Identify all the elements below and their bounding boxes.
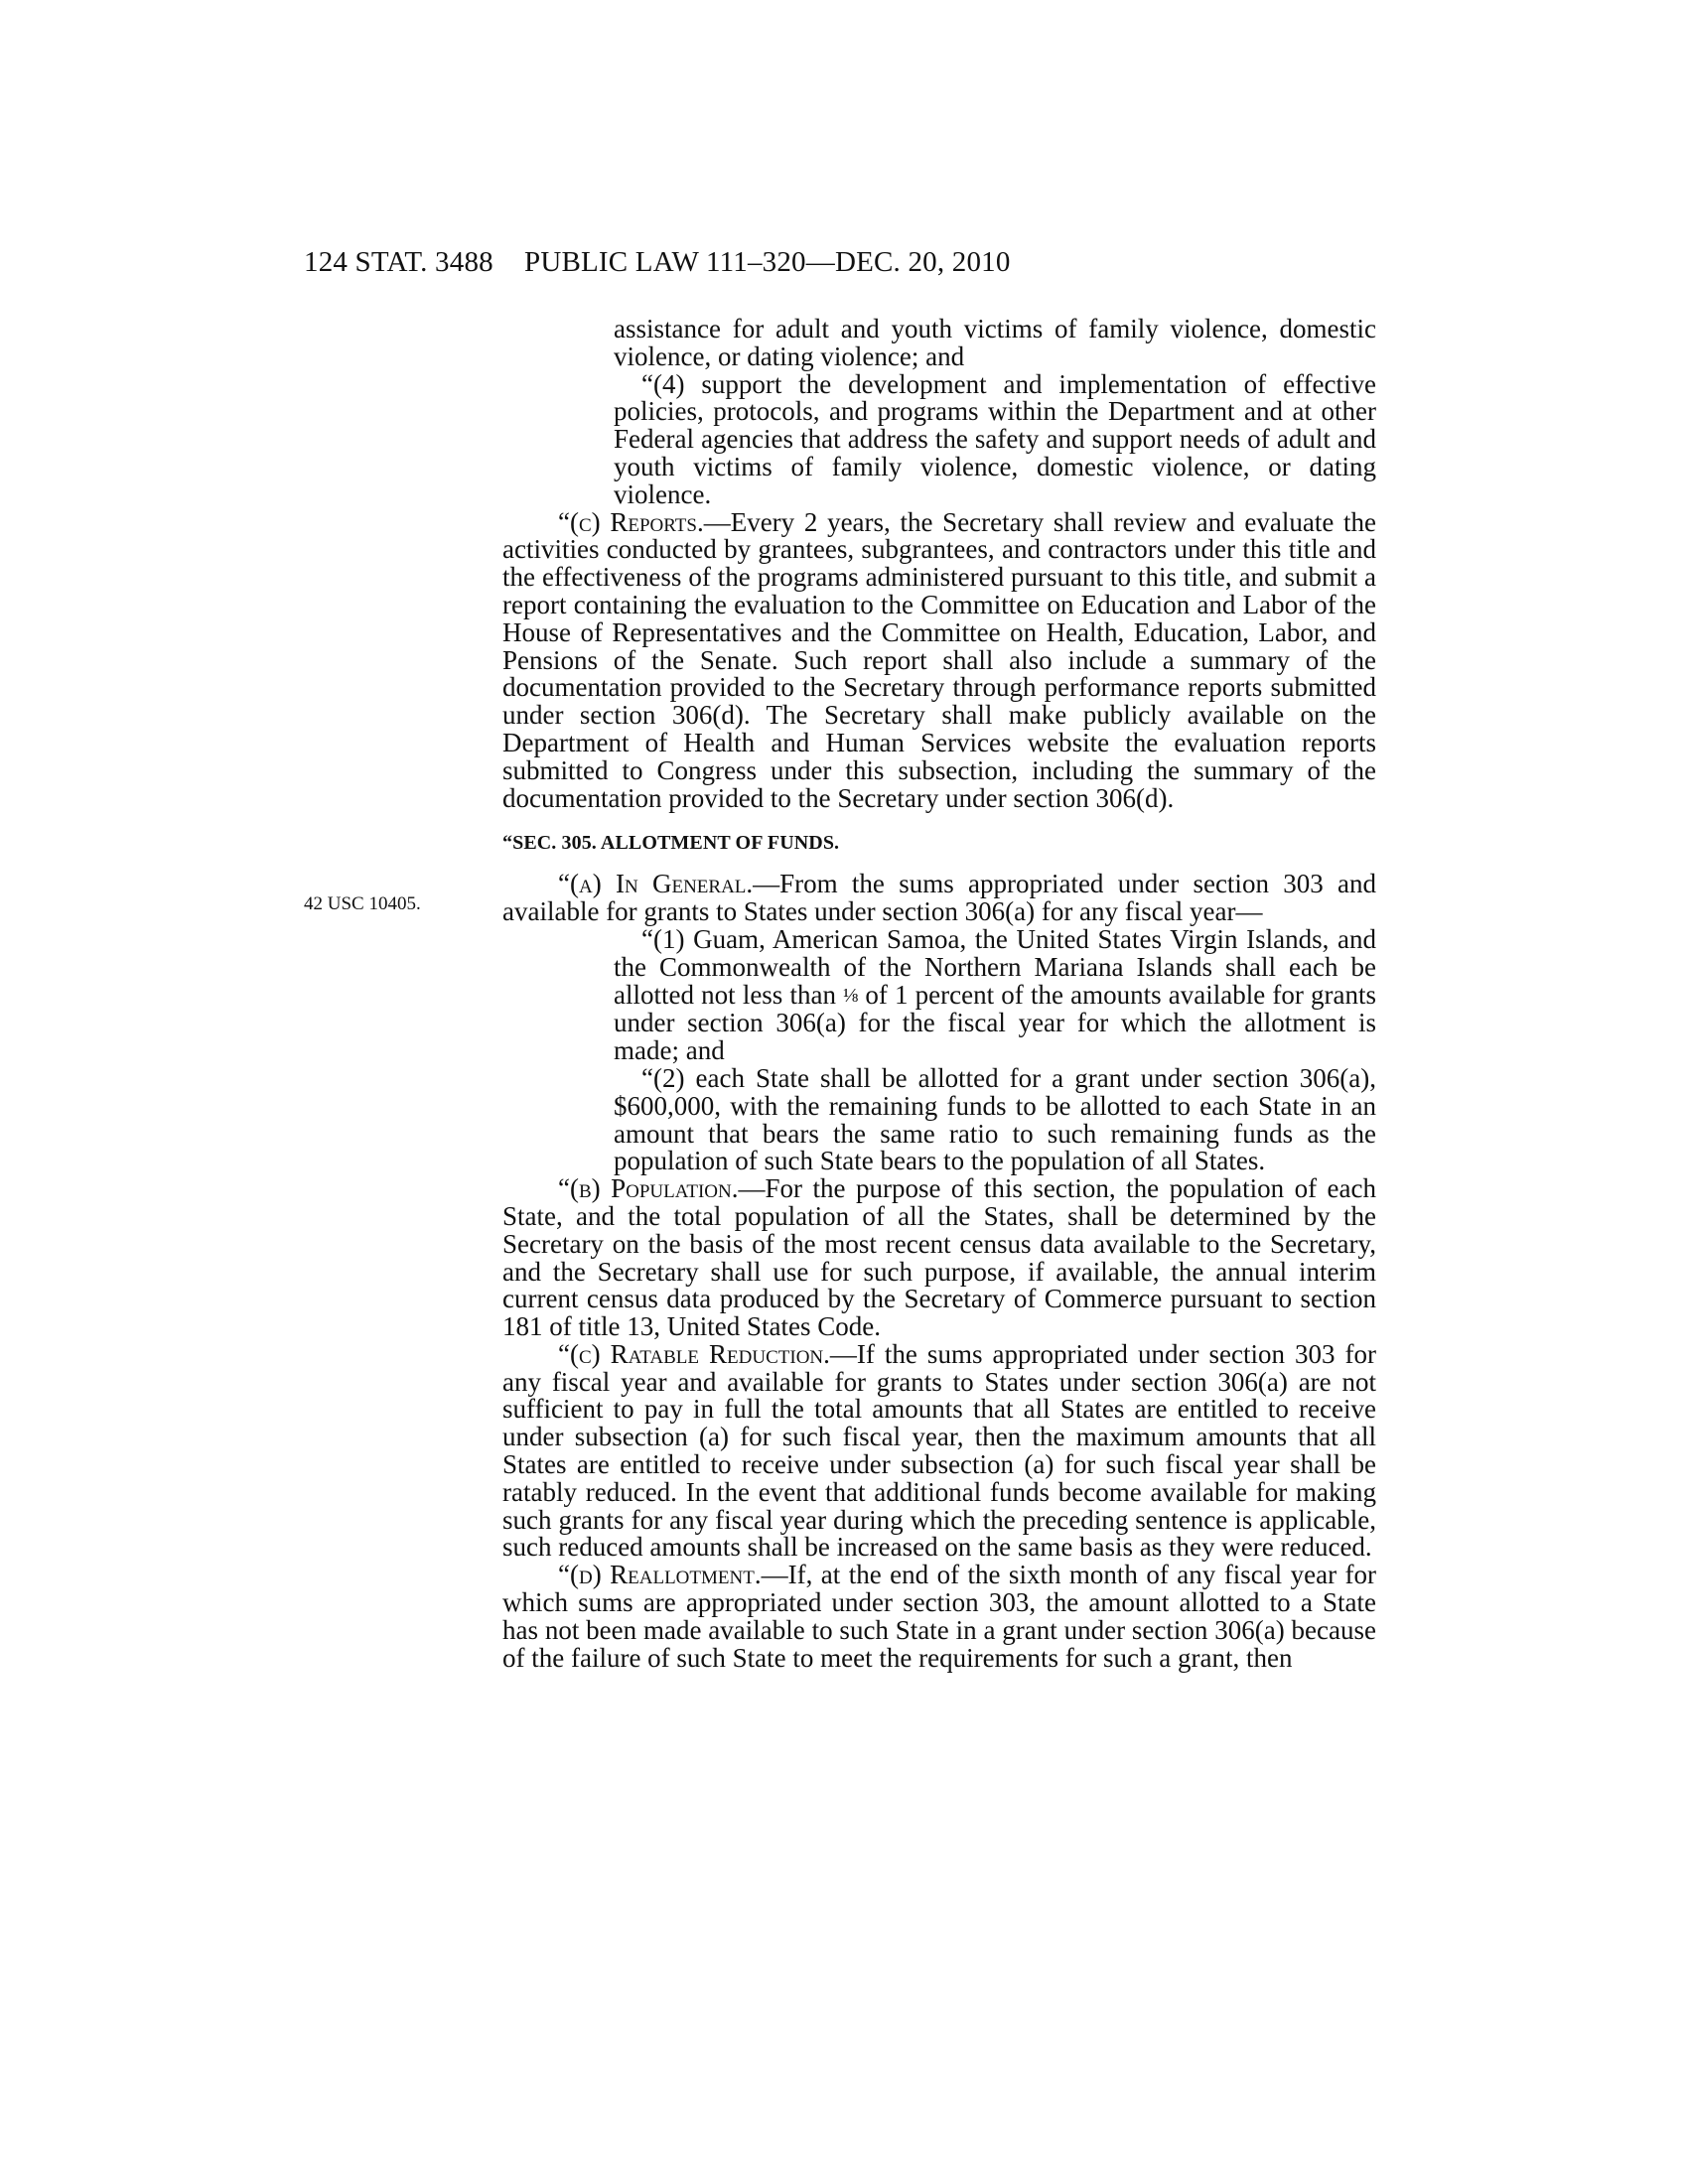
paragraph-a1 xyxy=(502,923,1377,1066)
fraction-one-eighth: ⅛ xyxy=(843,984,859,1007)
subsection-text-reallotment: —If, at the end of the sixth month of any fiscal year for which sums are appropriated under section 303, the amount allotted to a State has not been made available to such State in a grant under section 306(a) because of the failure of such State to meet the requirements for such a grant, then xyxy=(502,1560,1377,1673)
paragraph-a-general xyxy=(502,871,1376,926)
subsection-label-ratable: “(c) Ratable Reduction. xyxy=(558,1338,830,1369)
body-text xyxy=(502,316,1376,1672)
paragraph-c-ratable-reduction xyxy=(502,1338,1377,1563)
page-header xyxy=(304,246,1376,292)
paragraph-continuation: assistance for adult and youth victims of family violence, domestic violence, or dating violence; and xyxy=(614,314,1376,371)
subsection-label-reallotment: “(d) Reallotment. xyxy=(558,1560,762,1590)
subsection-label-reports: “(c) Reports. xyxy=(558,506,704,537)
page-title: PUBLIC LAW 111–320—DEC. 20, 2010 xyxy=(524,246,1011,278)
margin-note-usc: 42 USC 10405. xyxy=(304,893,421,914)
paragraph-item-4: “(4) support the development and implementation of effective policies, protocols, and programs within the Department and at other Federal agencies that address the safety and support needs of adult and youth victims of family violence, domestic violence, or dating violence. xyxy=(614,368,1376,509)
section-heading: “SEC. 305. ALLOTMENT OF FUNDS. xyxy=(502,832,840,855)
subsection-label-population: “(b) Population. xyxy=(558,1173,739,1204)
paragraph-b-population xyxy=(502,1175,1376,1341)
a1-text-start: “(1) Guam, American Samoa, the United States Virgin Islands, and the Commonwealth of the Northern Mariana Islands shall each be allotted not less than xyxy=(614,923,1376,1010)
stat-citation: 124 STAT. 3488 xyxy=(304,246,493,278)
subsection-text-reports: —Every 2 years, the Secretary shall review and evaluate the activities conducted by grantees, subgrantees, and contractors under this title and the effectiveness of the programs administered pursuant to this title, and submit a report containing the evaluation to the Committee on Education and Labor of the House of Representatives and the Committee on Health, Education, Labor, and Pensions of the Senate. Such report shall also include a summary of the documentation provided to the Secretary through performance reports submitted under section 306(d). The Secretary shall make publicly available on the Department of Health and Human Services website the evaluation reports submitted to Congress under this subsection, including the summary of the documentation provided to the Secretary under section 306(d). xyxy=(502,506,1376,813)
subsection-text-ratable: —If the sums appropriated under section 303 for any fiscal year and available for grants to States under section 306(a) are not sufficient to pay in full the total amounts that all States are entitled to receive under subsection (a) for such fiscal year, then the maximum amounts that all States are entitled to receive under subsection (a) for such fiscal year shall be ratably reduced. In the event that additional funds become available for making such grants for any fiscal year during which the preceding sentence is applicable, such reduced amounts shall be increased on the same basis as they were reduced. xyxy=(502,1338,1377,1563)
paragraph-c-reports xyxy=(502,506,1376,813)
subsection-text-population: —For the purpose of this section, the population of each State, and the total population of all the States, shall be determined by the Secretary on the basis of the most recent census data available to the Secretary, and the Secretary shall use for such purpose, if available, the annual interim current census data produced by the Secretary of Commerce pursuant to section 181 of title 13, United States Code. xyxy=(502,1173,1376,1342)
a1-text-end: of 1 percent of the amounts available for grants under section 306(a) for the fiscal year for which the allotment is made; and xyxy=(614,979,1377,1066)
subsection-text-general: —From the sums appropriated under section 303 and available for grants to States under section 306(a) for any fiscal year— xyxy=(502,869,1376,927)
subsection-label-general: “(a) In General. xyxy=(558,869,754,899)
paragraph-a2: “(2) each State shall be allotted for a grant under section 306(a), $600,000, with the remaining funds to be allotted to each State in an amount that bears the same ratio to such remaining funds as the population of such State bears to the population of all States. xyxy=(614,1062,1376,1176)
paragraph-d-reallotment xyxy=(502,1562,1376,1672)
